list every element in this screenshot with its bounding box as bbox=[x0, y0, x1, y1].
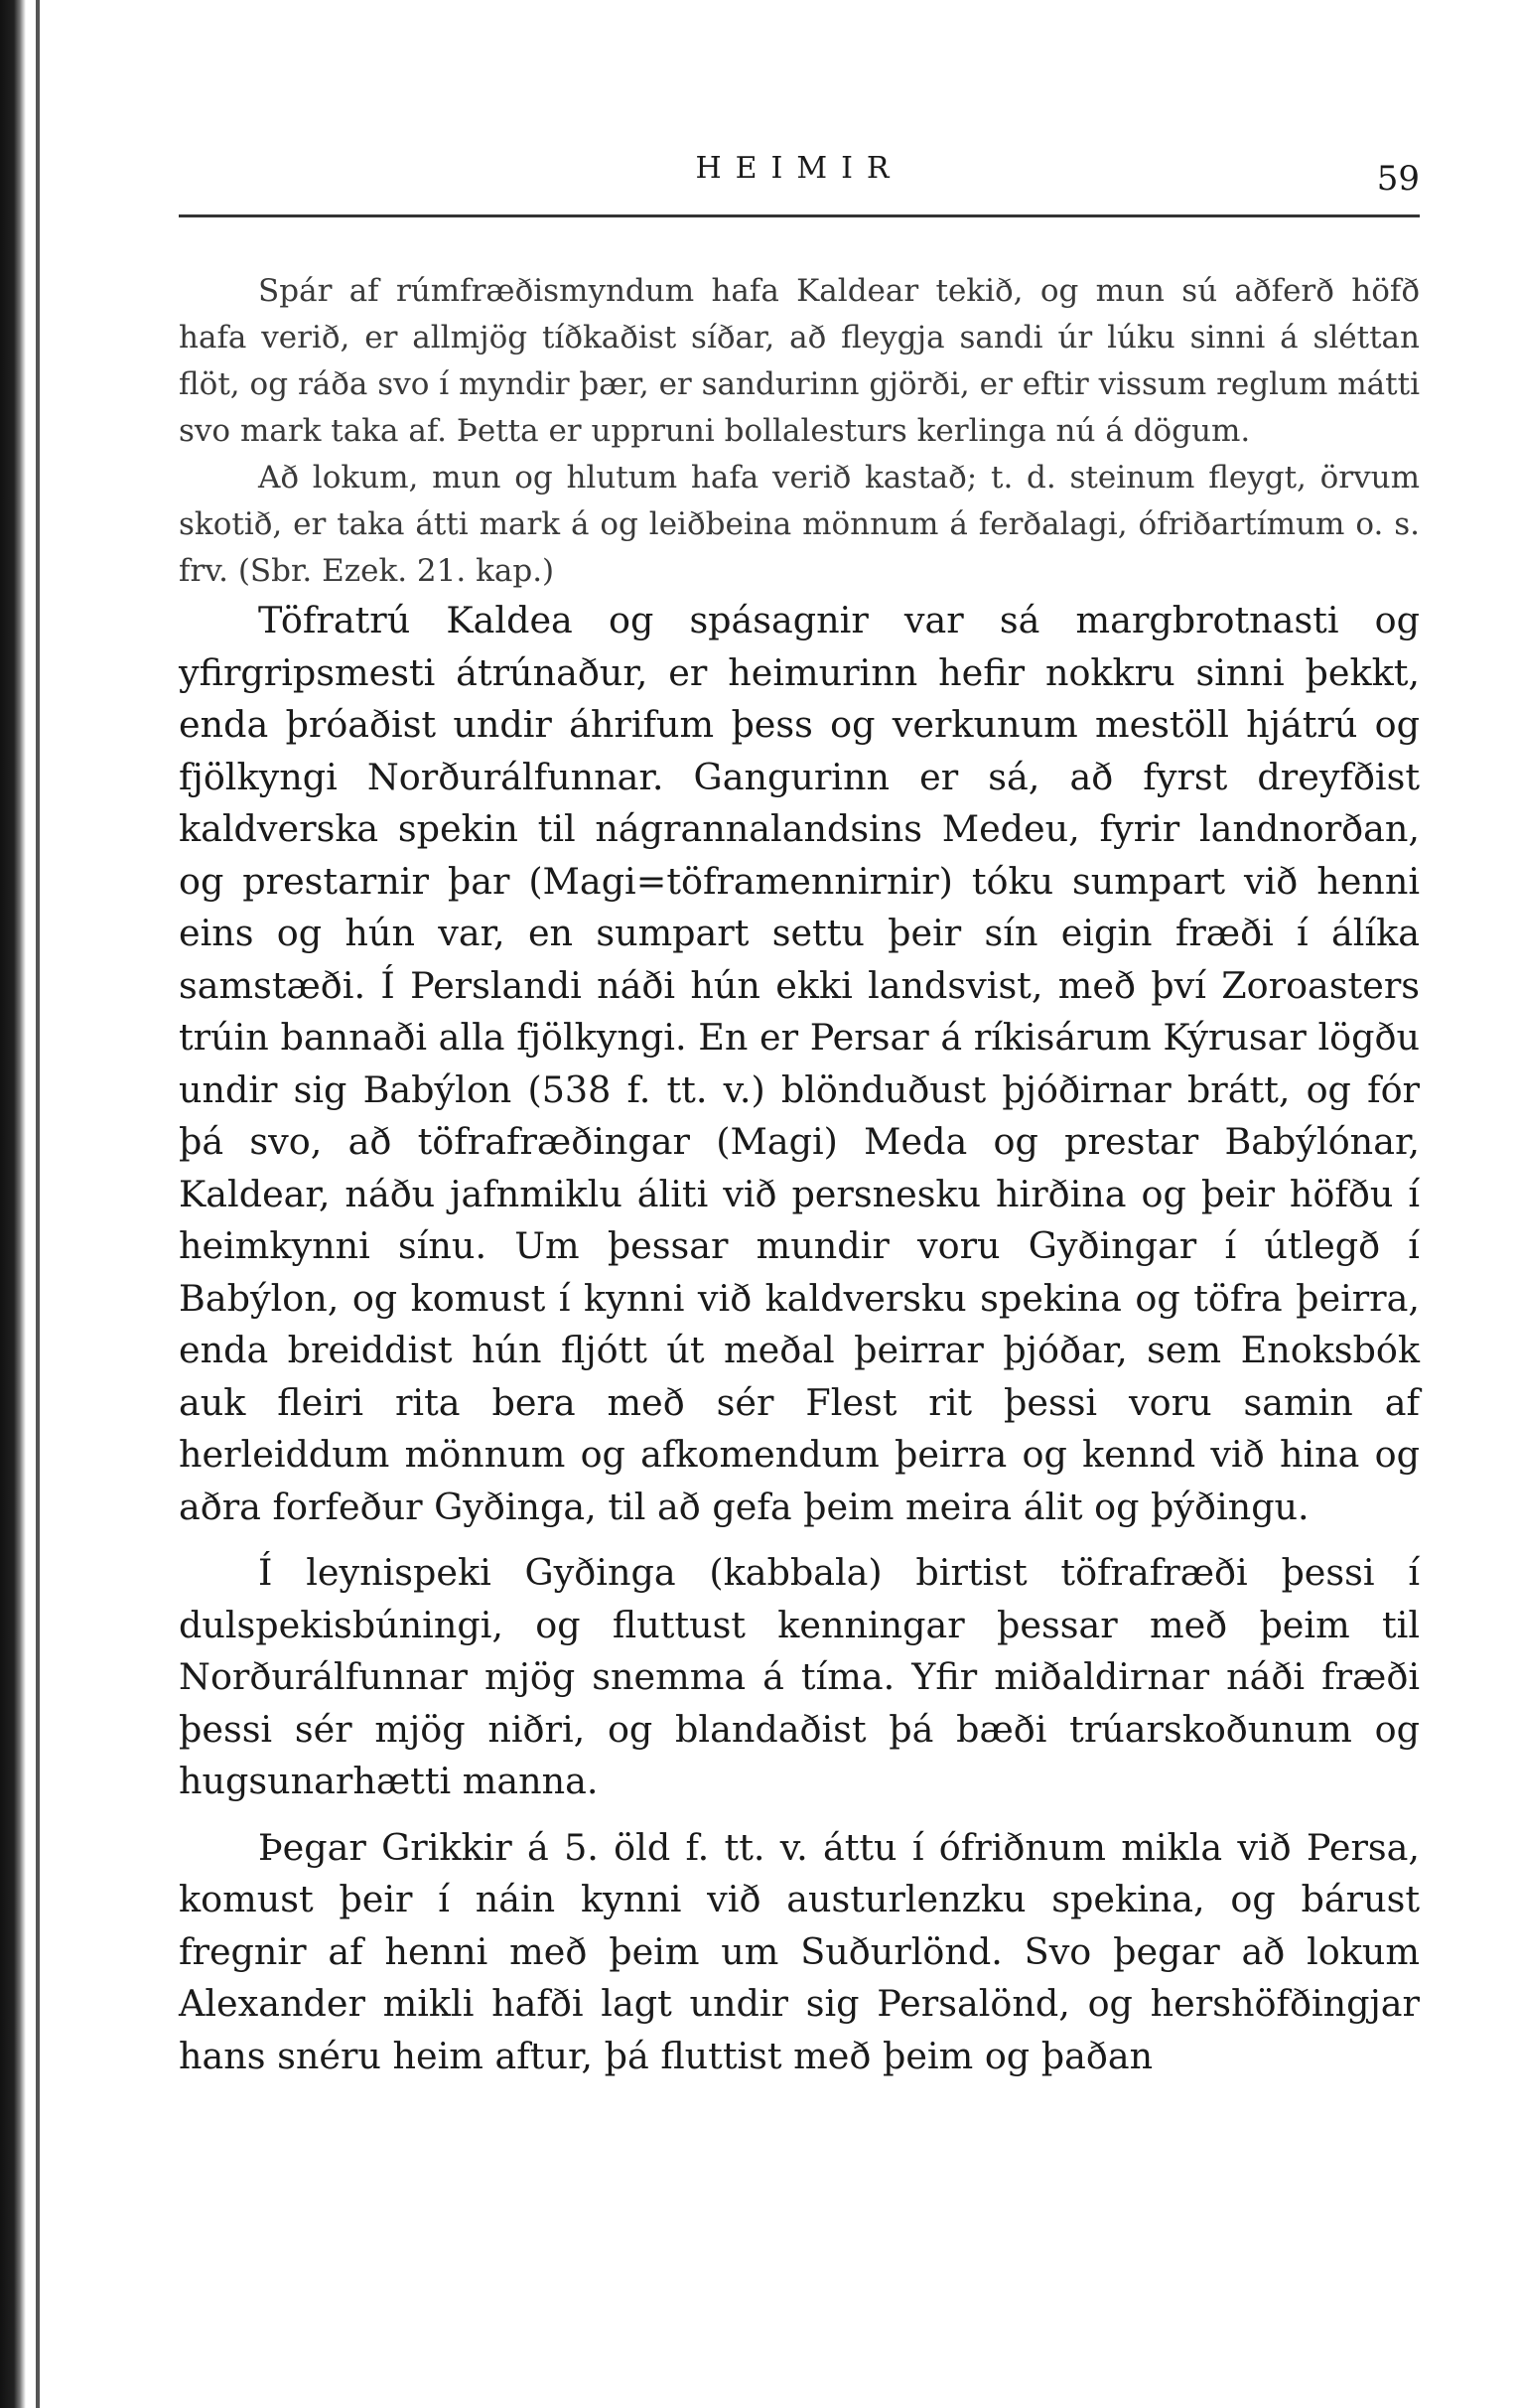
body-text bbox=[179, 268, 1420, 2082]
header-rule bbox=[179, 214, 1420, 217]
paragraph-casting-lots: Að lokum, mun og hlutum hafa verið kastað; t. d. steinum fleygt, örvum skotið, er taka átti mark á og leiðbeina mönnum á ferðalagi, ófriðartímum o. s. frv. (Sbr. Ezek. 21. kap.) bbox=[179, 460, 1420, 589]
page-number: 59 bbox=[1376, 159, 1420, 199]
book-page bbox=[179, 139, 1420, 2082]
paragraph-kabbala: Í leynispeki Gyðinga (kabbala) birtist töfrafræði þessi í dulspekisbúningi, og fluttust kenningar þessar með þeim til Norðurálfunnar mjög snemma á tíma. Yfir miðaldirnar náði fræði þessi sér mjög niðri, og blandaðist þá bæði trúarskoðunum og hugsunarhætti manna. bbox=[179, 1551, 1420, 1802]
running-title: HEIMIR bbox=[695, 151, 903, 186]
running-head bbox=[179, 139, 1420, 209]
paragraph-sand-divination: Spár af rúmfræðismyndum hafa Kaldear tekið, og mun sú aðferð höfð hafa verið, er allmjög tíðkaðist síðar, að fleygja sandi úr lúku sinni á sléttan flöt, og ráða svo í myndir þær, er sandurinn gjörði, er eftir vissum reglum mátti svo mark taka af. Þetta er uppruni bollalesturs kerlinga nú á dögum. bbox=[179, 273, 1420, 449]
paragraph-greeks-persia: Þegar Grikkir á 5. öld f. tt. v. áttu í ófriðnum mikla við Persa, komust þeir í náin kynni við austurlenzku spekina, og bárust fregnir af henni með þeim um Suðurlönd. Svo þegar að lokum Alexander mikli hafði lagt undir sig Persalönd, og hershöfðingjar hans snéru heim aftur, þá fluttist með þeim og þaðan bbox=[179, 1825, 1420, 2077]
paragraph-chaldean-magic: Töfratrú Kaldea og spásagnir var sá margbrotnasti og yfirgripsmesti átrúnaður, er heimurinn hefir nokkru sinni þekkt, enda þróaðist undir áhrifum þess og verkunum mestöll hjátrú og fjölkyngi Norðurálfunnar. Gangurinn er sá, að fyrst dreyfðist kaldverska spekin til nágrannalandsins Medeu, fyrir landnorðan, og prestarnir þar (Magi=töframennirnir) tóku sumpart við henni eins og hún var, en sumpart settu þeir sín eigin fræði í álíka samstæði. Í Perslandi náði hún ekki landsvist, með því Zoroasters trúin bannaði alla fjölkyngi. En er Persar á ríkisárum Kýrusar lögðu undir sig Babýlon (538 f. tt. v.) blönduðust þjóðirnar brátt, og fór þá svo, að töfrafræðingar (Magi) Meda og prestar Babýlónar, Kaldear, náðu jafnmiklu áliti við persnesku hirðina og þeir höfðu í heimkynni sínu. Um þessar mundir voru Gyðingar í útlegð í Babýlon, og komust í kynni við kaldversku spekina og töfra þeirra, enda breiddist hún fljótt út meðal þeirrar þjóðar, sem Enoksbók auk fleiri rita bera með sér Flest rit þessi voru samin af herleiddum mönnum og afkomendum þeirra og kennd við hina og aðra forfeður Gyðinga, til að gefa þeim meira álit og þýðingu. bbox=[179, 599, 1420, 1528]
book-binding-edge bbox=[0, 0, 26, 2408]
